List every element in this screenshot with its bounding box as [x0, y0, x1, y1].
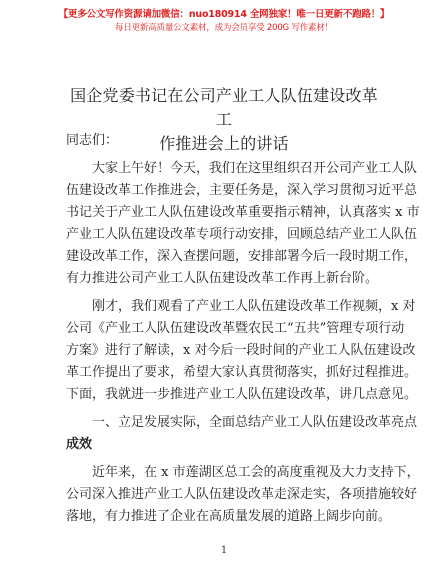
- document-body: [66, 130, 420, 528]
- paragraph-line: 建设改革工作，深入查摆问题，安排部署今后一段时期工作，: [66, 249, 418, 264]
- paragraph-line: 近年来，在 x 市莲湖区总工会的高度重视及大力支持下，: [92, 465, 420, 480]
- paragraph-line: 公司深入推进产业工人队伍建设改革走深走实，各项措施较好: [66, 487, 418, 502]
- title-line-2: 作推进会上的讲话: [159, 134, 289, 153]
- paragraph-line: 有力推进公司产业工人队伍建设改革工作再上新台阶。: [66, 271, 379, 286]
- promo-banner-line-2: 每日更新高质量公文素材，成为会员享受 200G 写作素材！: [115, 23, 333, 33]
- title-line-1: 国企党委书记在公司产业工人队伍建设改革工: [70, 86, 378, 129]
- section-heading-line: 一、立足发展实际，全面总结产业工人队伍建设改革亮点: [92, 415, 418, 430]
- salutation: 同志们：: [66, 133, 119, 148]
- paragraph-line: 书记关于产业工人队伍建设改革重要指示精神，认真落实 x 市: [66, 205, 420, 220]
- paragraph-line: 大家上午好！今天，我们在这里组织召开公司产业工人队: [92, 161, 418, 176]
- paragraph-line: 下面，我就进一步推进产业工人队伍建设改革，讲几点意见。: [66, 387, 418, 402]
- promo-banner-line-1: 【更多公文写作资源请加微信：nuo180914 全网独家！唯一日更新不跑路！】: [58, 9, 390, 20]
- paragraph-line: 刚才，我们观看了产业工人队伍建设改革工作视频，x 对: [92, 299, 416, 314]
- paragraph-line: 伍建设改革工作推进会，主要任务是，深入学习贯彻习近平总: [66, 183, 418, 198]
- paragraph-line: 落地，有力推进了企业在高质量发展的道路上阔步向前。: [66, 509, 392, 524]
- paragraph-line: 产业工人队伍建设改革专项行动安排，回顾总结产业工人队伍: [66, 227, 418, 242]
- paragraph-line: 方案》进行了解读，x 对今后一段时间的产业工人队伍建设改: [66, 343, 416, 358]
- section-heading-line: 成效: [66, 437, 93, 452]
- paragraph-line: 公司《产业工人队伍建设改革暨农民工“五共”管理专项行动: [66, 321, 405, 336]
- paragraph-line: 革工作提出了要求，希望大家认真贯彻落实，抓好过程推进。: [66, 365, 418, 380]
- page-number: 1: [220, 545, 228, 556]
